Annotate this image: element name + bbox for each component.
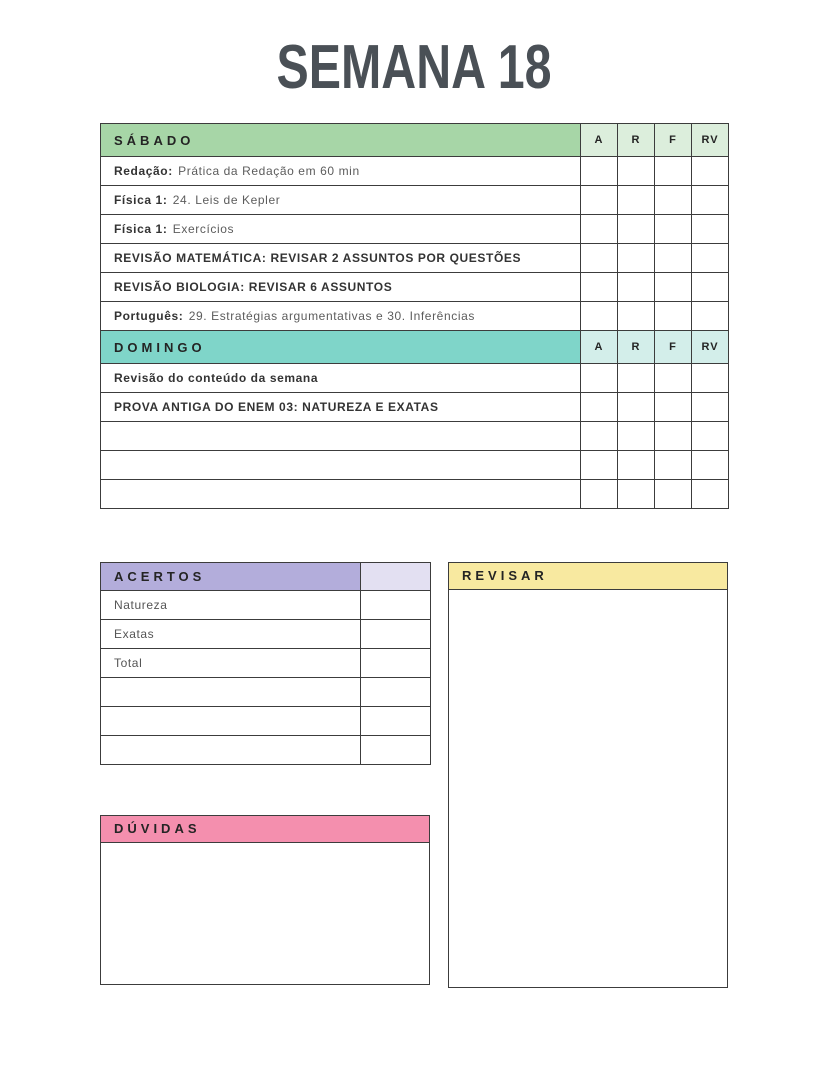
task-cell	[101, 364, 581, 393]
acertos-value-cell	[361, 649, 431, 678]
acertos-row-label: Natureza	[101, 591, 361, 620]
mark-box-a	[581, 273, 618, 302]
column-header-rv: RV	[692, 331, 729, 364]
mark-box-rv	[692, 244, 729, 273]
mark-box-f	[655, 215, 692, 244]
revisar-notes-area	[448, 590, 728, 988]
task-subject: REVISÃO MATEMÁTICA: REVISAR 2 ASSUNTOS POR QUESTÕES	[114, 251, 522, 265]
column-header-a: A	[581, 124, 618, 157]
task-detail: Prática da Redação em 60 min	[178, 164, 360, 178]
mark-box-rv	[692, 451, 729, 480]
mark-box-f	[655, 157, 692, 186]
revisar-title: REVISAR	[448, 562, 728, 590]
mark-box-a	[581, 451, 618, 480]
column-header-f: F	[655, 124, 692, 157]
task-row	[101, 393, 729, 422]
task-row	[101, 215, 729, 244]
mark-box-f	[655, 302, 692, 331]
column-header-rv: RV	[692, 124, 729, 157]
mark-box-r	[618, 302, 655, 331]
task-cell	[101, 422, 581, 451]
task-cell	[101, 186, 581, 215]
acertos-row	[101, 591, 431, 620]
revisar-panel	[448, 562, 728, 988]
acertos-row-label: Total	[101, 649, 361, 678]
task-row-empty	[101, 480, 729, 509]
mark-box-r	[618, 186, 655, 215]
task-subject: Redação:	[114, 164, 173, 178]
duvidas-panel	[100, 815, 430, 985]
day-header-saturday: SÁBADO	[101, 124, 581, 157]
mark-box-a	[581, 215, 618, 244]
mark-box-rv	[692, 273, 729, 302]
acertos-value-cell	[361, 678, 431, 707]
task-cell	[101, 480, 581, 509]
acertos-row-empty	[101, 707, 431, 736]
task-cell	[101, 302, 581, 331]
column-header-r: R	[618, 124, 655, 157]
mark-box-a	[581, 157, 618, 186]
task-subject: Física 1:	[114, 193, 168, 207]
mark-box-rv	[692, 215, 729, 244]
mark-box-rv	[692, 157, 729, 186]
mark-box-f	[655, 273, 692, 302]
acertos-value-cell	[361, 736, 431, 765]
acertos-value-cell	[361, 591, 431, 620]
mark-box-a	[581, 302, 618, 331]
mark-box-a	[581, 244, 618, 273]
task-cell	[101, 244, 581, 273]
mark-box-a	[581, 393, 618, 422]
task-detail: Exercícios	[172, 222, 235, 236]
mark-box-f	[655, 422, 692, 451]
task-subject: PROVA ANTIGA DO ENEM 03: NATUREZA E EXATAS	[114, 400, 439, 414]
task-row	[101, 157, 729, 186]
column-header-r: R	[618, 331, 655, 364]
acertos-row-label: Exatas	[101, 620, 361, 649]
task-detail: 29. Estratégias argumentativas e 30. Inferências	[188, 309, 475, 323]
mark-box-r	[618, 480, 655, 509]
mark-box-rv	[692, 302, 729, 331]
mark-box-a	[581, 422, 618, 451]
column-header-a: A	[581, 331, 618, 364]
acertos-row-empty	[101, 678, 431, 707]
task-row	[101, 186, 729, 215]
column-header-f: F	[655, 331, 692, 364]
acertos-value-cell	[361, 620, 431, 649]
acertos-score-table	[100, 562, 431, 765]
page-title: SEMANA 18	[276, 33, 552, 102]
acertos-row-empty	[101, 736, 431, 765]
task-subject: Física 1:	[114, 222, 168, 236]
mark-box-rv	[692, 393, 729, 422]
sunday-header-row	[101, 331, 729, 364]
mark-box-rv	[692, 364, 729, 393]
mark-box-rv	[692, 480, 729, 509]
mark-box-f	[655, 244, 692, 273]
acertos-row	[101, 620, 431, 649]
duvidas-title: DÚVIDAS	[100, 815, 430, 843]
task-subject: REVISÃO BIOLOGIA: REVISAR 6 ASSUNTOS	[114, 280, 393, 294]
task-row	[101, 302, 729, 331]
duvidas-notes-area	[100, 843, 430, 985]
task-subject: Revisão do conteúdo da semana	[114, 371, 319, 385]
mark-box-r	[618, 422, 655, 451]
task-row	[101, 364, 729, 393]
task-cell	[101, 215, 581, 244]
mark-box-rv	[692, 186, 729, 215]
task-subject: Português:	[114, 309, 184, 323]
task-cell	[101, 451, 581, 480]
task-row	[101, 273, 729, 302]
acertos-header-value-cell	[361, 563, 431, 591]
task-cell	[101, 393, 581, 422]
mark-box-f	[655, 186, 692, 215]
mark-box-r	[618, 244, 655, 273]
saturday-header-row	[101, 124, 729, 157]
acertos-value-cell	[361, 707, 431, 736]
mark-box-r	[618, 393, 655, 422]
mark-box-r	[618, 215, 655, 244]
mark-box-r	[618, 273, 655, 302]
mark-box-r	[618, 364, 655, 393]
mark-box-rv	[692, 422, 729, 451]
task-row	[101, 244, 729, 273]
mark-box-f	[655, 393, 692, 422]
mark-box-r	[618, 451, 655, 480]
task-cell	[101, 273, 581, 302]
acertos-title: ACERTOS	[101, 563, 361, 591]
mark-box-r	[618, 157, 655, 186]
acertos-header-row	[101, 563, 431, 591]
task-cell	[101, 157, 581, 186]
mark-box-a	[581, 364, 618, 393]
mark-box-f	[655, 480, 692, 509]
task-detail: 24. Leis de Kepler	[172, 193, 281, 207]
mark-box-a	[581, 186, 618, 215]
weekly-schedule-table	[100, 123, 729, 509]
task-row-empty	[101, 451, 729, 480]
day-header-sunday: DOMINGO	[101, 331, 581, 364]
mark-box-a	[581, 480, 618, 509]
acertos-row	[101, 649, 431, 678]
mark-box-f	[655, 451, 692, 480]
task-row-empty	[101, 422, 729, 451]
mark-box-f	[655, 364, 692, 393]
